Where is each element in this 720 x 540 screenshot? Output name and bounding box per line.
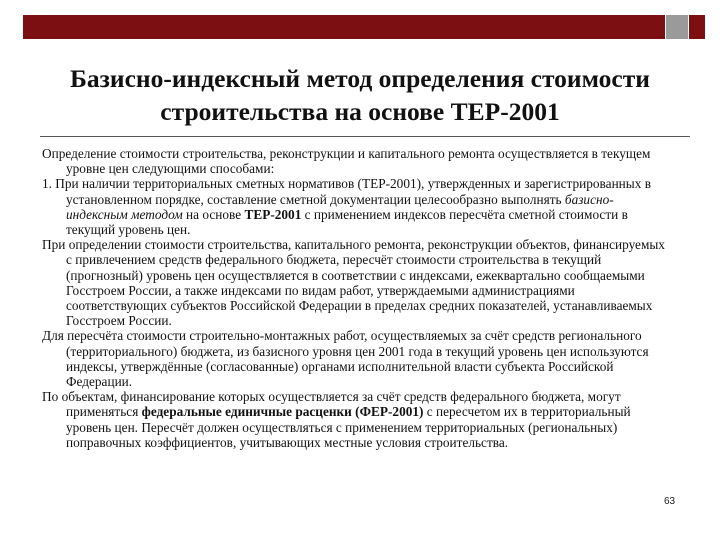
p2-text-a: 1. При наличии территориальных сметных нормативов (ТЕР-2001), утвержденных и зарегистрированных в установленном порядке, составление сметной документации целесообразно выполнять bbox=[42, 176, 651, 207]
p2-text-b: на основе bbox=[182, 206, 245, 222]
p5-text-a: По объектам, финансирование которых осуществляется за счёт средств федерального бюджета, могут применяться bbox=[42, 389, 621, 420]
p5-strong: федеральные единичные расценки (ФЕР-2001) bbox=[141, 404, 424, 420]
header-bar-end-block bbox=[689, 14, 706, 40]
paragraph-intro: Определение стоимости строительства, реконструкции и капитального ремонта осуществляется в текущем уровне цен следующими способами: bbox=[42, 146, 651, 177]
paragraph-federal: При определении стоимости строительства, капитального ремонта, реконструкции объектов, финансируемых с привлечением средств федерального бюджета, пересчёт стоимости строительства в текущий (прогнозный) уровень цен осуществляется в соответствии с индексами, ежеквартально сообщаемыми Госстроем России, а также индексами по видам работ, утверждаемыми администрациями соответствующих субъектов Российской Федерации в пределах средних показателей, устанавливаемых Госстроем России. bbox=[42, 237, 665, 329]
slide-title: Базисно-индексный метод определения стоимости строительства на основе ТЕР-2001 bbox=[70, 64, 650, 126]
page-number: 63 bbox=[664, 496, 676, 507]
slide-body bbox=[42, 146, 667, 450]
paragraph-point-1 bbox=[42, 176, 667, 237]
p2-text-c: с применением индексов пересчёта сметной стоимости в текущий уровень цен. bbox=[66, 206, 628, 238]
header-bar-gray-block bbox=[665, 14, 689, 40]
paragraph-fer bbox=[42, 389, 667, 450]
p2-strong: ТЕР-2001 bbox=[244, 206, 302, 222]
paragraph-regional: Для пересчёта стоимости строительно-монтажных работ, осуществляемых за счёт средств регионального (территориального) бюджета, из базисного уровня цен 2001 года в текущий уровень цен используются индексы, утверждённые (согласованные) органами исполнительной власти субъекта Российской Федерации. bbox=[42, 328, 649, 390]
p2-emphasis: базисно-индексным методом bbox=[66, 191, 614, 222]
title-divider bbox=[40, 136, 690, 137]
decorative-header-bar bbox=[22, 14, 706, 40]
header-bar-main bbox=[22, 14, 665, 40]
p5-text-b: с пересчетом их в территориальный уровень цен. Пересчёт должен осуществляться с применением территориальных (региональных) поправочных коэффициентов, учитывающих местные условия строительства. bbox=[66, 404, 631, 450]
